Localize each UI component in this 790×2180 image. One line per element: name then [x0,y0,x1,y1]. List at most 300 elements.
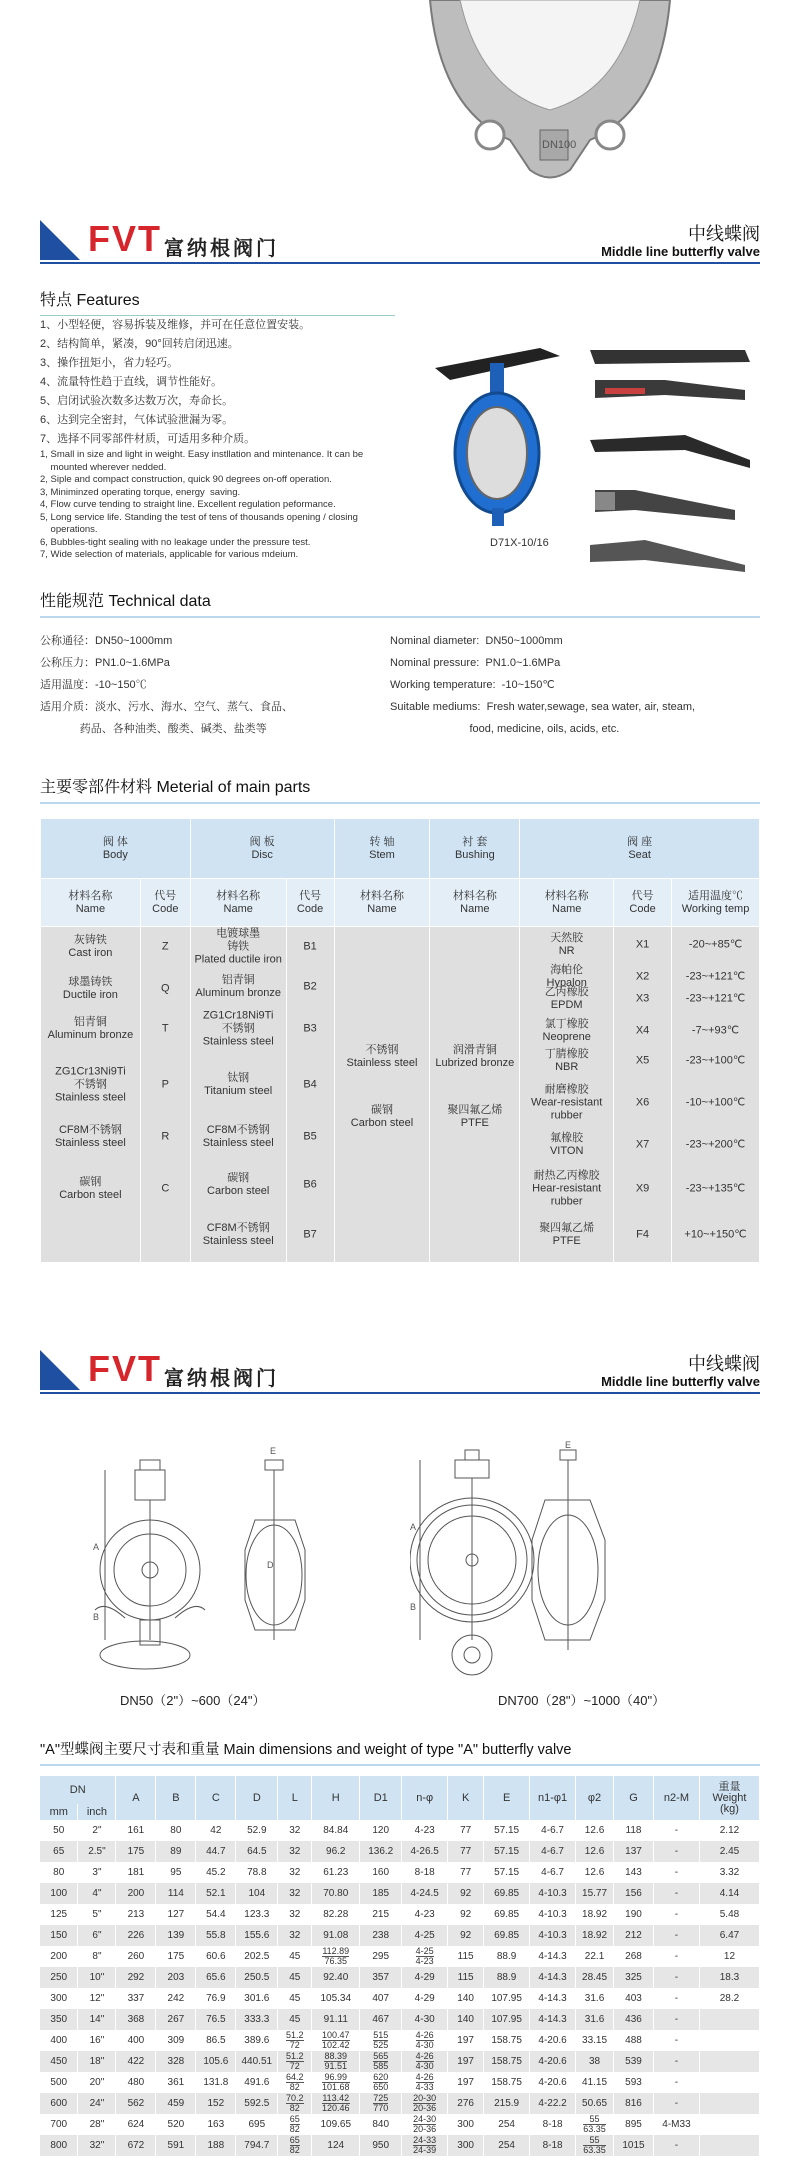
product-title-en: Middle line butterfly valve [601,1374,760,1389]
dims-cell: 4-23 [402,1820,448,1841]
dims-cell: $\frac{515}{525}$ [360,2030,402,2051]
dims-header: D [236,1776,278,1820]
dims-cell: 488 [614,2030,654,2051]
dims-cell: 92 [448,1904,484,1925]
parts-cell: 聚四氟乙烯 PTFE [447,1104,503,1129]
feature-cn-item: 5、启闭试验次数多达数万次，寿命长。 [40,395,234,407]
group-disc: 阀 板 Disc [190,819,334,879]
dims-cell: 31.6 [576,2009,614,2030]
dims-header: C [196,1776,236,1820]
dims-cell [699,2135,759,2156]
feature-cn-item: 6、达到完全密封，气体试验泄漏为零。 [40,414,234,426]
group-stem: 转 轴 Stem [334,819,430,879]
dims-cell: 591 [156,2135,196,2156]
dims-cell: 4-29 [402,1988,448,2009]
dims-cell: - [653,1862,699,1883]
dims-cell: 300 [40,1988,78,2009]
brand-name-cn: 富纳根阀门 [164,1368,279,1390]
dims-cell: 215.9 [484,2093,530,2114]
sub-code: 代号 Code [614,879,672,927]
dims-cell: 92 [448,1925,484,1946]
dims-cell: 91.11 [312,2009,360,2030]
dims-cell: 185 [360,1883,402,1904]
dims-cell: 16" [78,2030,116,2051]
dims-cell: $\frac{51.2}{72}$ [278,2030,312,2051]
dims-cell: 500 [40,2072,78,2093]
dims-cell: 8-18 [402,1862,448,1883]
parts-cell: 丁腈橡胶 NBR [544,1048,589,1073]
handle-photos [585,340,755,580]
parts-cell: 碳钢 Carbon steel [207,1172,270,1197]
dims-cell: 100 [40,1883,78,1904]
feature-cn-item: 1、小型轻便，容易拆装及维修，并可在任意位置安装。 [40,319,311,331]
dims-cell: 600 [40,2093,78,2114]
tech-right-item: Nominal diameter: DN50~1000mm [390,635,563,647]
parts-cell: B2 [303,980,317,993]
dims-cell: 32 [278,1862,312,1883]
tech-left-list [40,630,400,740]
dims-cell: 12.6 [576,1820,614,1841]
dims-cell: 140 [448,2009,484,2030]
parts-title: 主要零部件材料 Meterial of main parts [40,779,311,796]
dims-cell: 55.8 [196,1925,236,1946]
dims-cell: 28.2 [699,1988,759,2009]
dims-cell: 41.15 [576,2072,614,2093]
top-left-artifact [0,0,40,6]
dims-cell: 4-29 [402,1967,448,1988]
dims-cell: 4-20.6 [530,2030,576,2051]
dims-cell: 175 [116,1841,156,1862]
feature-en-item: 5, Long service life. Standing the test of tens of thousands opening / closing [40,511,358,523]
dims-cell: 520 [156,2114,196,2135]
dims-cell: 45 [278,1946,312,1967]
tech-right-list [390,630,770,740]
dims-cell: 593 [614,2072,654,2093]
dims-cell: 52.9 [236,1820,278,1841]
dims-cell: 105.6 [196,2051,236,2072]
parts-cell: -23~+200℃ [685,1138,746,1151]
dims-cell: 32 [278,1883,312,1904]
dims-cell: 69.85 [484,1925,530,1946]
dims-cell [699,2030,759,2051]
dims-cell: 127 [156,1904,196,1925]
tech-right-item: Suitable mediums: Fresh water,sewage, sea water, air, steam, [390,701,696,713]
dims-cell: 139 [156,1925,196,1946]
parts-cell: X1 [635,938,650,951]
dims-cell: 28" [78,2114,116,2135]
dims-cell: $\frac{96.99}{101.68}$ [312,2072,360,2093]
dims-cell: 8-18 [530,2114,576,2135]
dims-cell: 175 [156,1946,196,1967]
dims-cell: $\frac{113.42}{120.46}$ [312,2093,360,2114]
dims-cell: 8-18 [530,2135,576,2156]
dims-cell: $\frac{51.2}{72}$ [278,2051,312,2072]
dims-header: D1 [360,1776,402,1820]
parts-cell: -23~+135℃ [685,1182,746,1195]
sub-code: 代号 Code [286,879,334,927]
parts-cell: -20~+85℃ [688,938,743,951]
dims-cell: $\frac{620}{650}$ [360,2072,402,2093]
feature-cn-item: 4、流量特性趋于直线，调节性能好。 [40,376,223,388]
dims-cell: 125 [40,1904,78,1925]
dims-cell: 105.34 [312,1988,360,2009]
dims-cell: 300 [448,2135,484,2156]
dims-cell: 104 [236,1883,278,1904]
svg-text:A: A [93,1542,100,1552]
table-row [40,2051,760,2072]
parts-cell: X3 [635,992,650,1005]
dims-cell: $\frac{55}{63.35}$ [576,2135,614,2156]
svg-text:E: E [565,1440,572,1450]
dims-cell: 2.45 [699,1841,759,1862]
parts-cell: 铝青铜 Aluminum bronze [47,1016,134,1041]
dims-cell: 200 [116,1883,156,1904]
dims-cell: 700 [40,2114,78,2135]
tech-right-item: Nominal pressure: PN1.0~1.6MPa [390,657,561,669]
dims-cell: 12.6 [576,1841,614,1862]
parts-cell: 氯丁橡胶 Neoprene [542,1018,591,1043]
dims-cell: 156 [614,1883,654,1904]
dims-cell: - [653,2072,699,2093]
dims-cell: 10" [78,1967,116,1988]
dims-header: B [156,1776,196,1820]
group-body: 阀 体 Body [41,819,191,879]
parts-cell: 耐磨橡胶 Wear-resistant rubber [531,1083,603,1122]
dims-cell: - [653,2093,699,2114]
dims-cell: 250 [40,1967,78,1988]
dims-cell: $\frac{100.47}{102.42}$ [312,2030,360,2051]
sub-name: 材料名称 Name [41,879,141,927]
dims-cell: 32 [278,1904,312,1925]
dims-cell: 188 [196,2135,236,2156]
dims-cell: 226 [116,1925,156,1946]
dims-header-inch: inch [78,1804,116,1820]
dims-cell: 42 [196,1820,236,1841]
table-row [40,1925,760,1946]
table-row [40,2093,760,2114]
dims-cell: 4-10.3 [530,1925,576,1946]
table-row [40,2009,760,2030]
dims-cell: 14" [78,2009,116,2030]
dims-cell: 295 [360,1946,402,1967]
parts-cell: CF8M不锈钢 Stainless steel [202,1124,274,1149]
tech-left-item: 适用介质：淡水、污水、海水、空气、蒸气、食品、 [40,701,293,713]
features-cn-list [40,318,420,451]
parts-cell: ZG1Cr13Ni9Ti 不锈钢 Stainless steel [54,1065,126,1104]
dims-cell: 33.15 [576,2030,614,2051]
dims-cell: 91.08 [312,1925,360,1946]
dims-cell: 450 [40,2051,78,2072]
feature-en-item: 4, Flow curve tending to straight line. Excellent regulation peformance. [40,499,336,510]
dims-cell: 4-25 [402,1925,448,1946]
dims-cell: 120 [360,1820,402,1841]
drawing-caption-right: DN700（28"）~1000（40"） [498,1693,666,1708]
parts-cell: B7 [303,1228,317,1241]
valve-photo-top [420,0,680,190]
sub-name: 材料名称 Name [430,879,520,927]
header-divider [40,1392,760,1394]
dims-cell: 18.92 [576,1925,614,1946]
dims-cell: 158.75 [484,2051,530,2072]
dims-cell: 592.5 [236,2093,278,2114]
dims-cell: 4-20.6 [530,2072,576,2093]
parts-divider [40,802,760,804]
table-row [40,2030,760,2051]
dims-cell: 238 [360,1925,402,1946]
dims-cell: - [653,1841,699,1862]
dims-cell: 32 [278,1820,312,1841]
dims-cell: $\frac{112.89}{76.35}$ [312,1946,360,1967]
dims-cell: 4-14.3 [530,1988,576,2009]
dims-cell: 140 [448,1988,484,2009]
parts-cell: R [161,1130,170,1143]
product-title-cn: 中线蝶阀 [688,1354,760,1374]
valve-label: DN100 [542,139,577,151]
dims-cell: 1015 [614,2135,654,2156]
dims-cell: 215 [360,1904,402,1925]
dims-cell: 6.47 [699,1925,759,1946]
dims-cell: $\frac{20-30}{20-36}$ [402,2093,448,2114]
parts-cell: X7 [635,1138,650,1151]
dims-cell: 200 [40,1946,78,1967]
dims-cell: 12.6 [576,1862,614,1883]
parts-cell: +10~+150℃ [684,1228,747,1241]
parts-cell: 灰铸铁 Cast iron [68,934,113,959]
dims-cell: $\frac{65}{82}$ [278,2114,312,2135]
dims-cell: 80 [156,1820,196,1841]
dims-cell: 5" [78,1904,116,1925]
dims-cell: 203 [156,1967,196,1988]
dims-cell: 5.48 [699,1904,759,1925]
drawing-small-valve [85,1440,355,1680]
parts-cell: 碳钢 Carbon steel [350,1104,414,1129]
table-row [40,2072,760,2093]
dims-cell: 137 [614,1841,654,1862]
dims-cell: 12 [699,1946,759,1967]
brand-name-cn: 富纳根阀门 [164,238,279,260]
dims-cell: 22.1 [576,1946,614,1967]
dims-cell: 197 [448,2051,484,2072]
dims-cell: 300 [448,2114,484,2135]
dims-cell: 4-30 [402,2009,448,2030]
tech-left-item: 公称通径：DN50~1000mm [40,635,173,647]
dims-cell: 407 [360,1988,402,2009]
dims-cell: 4-M33 [653,2114,699,2135]
brand-name: FVT [88,1348,162,1389]
dims-cell: 539 [614,2051,654,2072]
dims-cell: 4-14.3 [530,2009,576,2030]
dims-cell: 333.3 [236,2009,278,2030]
dims-cell: 18" [78,2051,116,2072]
product-title-cn: 中线蝶阀 [688,224,760,244]
dims-cell: 292 [116,1967,156,1988]
parts-cell: 碳钢 Carbon steel [59,1176,122,1201]
tech-left-item: 适用温度：-10~150℃ [40,679,147,691]
dims-cell: 213 [116,1904,156,1925]
brand-logo-icon [40,220,80,260]
dims-header: H [312,1776,360,1820]
dims-cell: 4-24.5 [402,1883,448,1904]
parts-cell: B3 [303,1022,317,1035]
dims-cell: 328 [156,2051,196,2072]
table-row [40,2114,760,2135]
parts-cell: 氟橡胶 VITON [549,1132,584,1157]
dims-cell: - [653,1988,699,2009]
dims-cell: 124 [312,2135,360,2156]
svg-text:D: D [267,1560,274,1570]
dims-cell: 202.5 [236,1946,278,1967]
dims-cell: $\frac{24-30}{20-36}$ [402,2114,448,2135]
parts-cell: X9 [635,1182,650,1195]
parts-cell: P [161,1078,169,1091]
sub-name: 材料名称 Name [190,879,286,927]
dims-cell: 794.7 [236,2135,278,2156]
parts-cell: X2 [635,970,650,983]
parts-cell: ZG1Cr18Ni9Ti 不锈钢 Stainless steel [202,1009,274,1048]
parts-cell: B6 [303,1178,317,1191]
parts-cell: -7~+93℃ [691,1024,740,1037]
dims-cell: 197 [448,2072,484,2093]
dims-cell: 361 [156,2072,196,2093]
dims-header: E [484,1776,530,1820]
dims-cell: 92.40 [312,1967,360,1988]
drawing-large-valve [410,1440,710,1690]
dims-cell [699,2093,759,2114]
dims-cell: 436 [614,2009,654,2030]
feature-en-item: mounted wherever nedded. [40,461,167,473]
dims-cell: 50 [40,1820,78,1841]
dims-cell: 78.8 [236,1862,278,1883]
feature-en-item: 1, Small in size and light in weight. Easy instllation and mintenance. It can be [40,449,364,460]
dims-cell: 400 [116,2030,156,2051]
dims-cell: 109.65 [312,2114,360,2135]
feature-en-item: 2, Siple and compact construction, quick 90 degrees on-off operation. [40,474,332,485]
dims-cell: 950 [360,2135,402,2156]
dims-cell: 8" [78,1946,116,1967]
dims-cell: 45.2 [196,1862,236,1883]
dims-cell: 18.3 [699,1967,759,1988]
dims-cell: 4-14.3 [530,1967,576,1988]
dims-cell: 76.9 [196,1988,236,2009]
dims-cell: 389.6 [236,2030,278,2051]
dims-cell: 4-6.7 [530,1841,576,1862]
feature-en-item: operations. [40,524,98,535]
parts-cell: 球墨铸铁 Ductile iron [62,976,118,1001]
group-bushing: 衬 套 Bushing [430,819,520,879]
parts-cell: X5 [635,1054,650,1067]
dims-cell: 2" [78,1820,116,1841]
dims-cell: 181 [116,1862,156,1883]
tech-right-item: food, medicine, oils, acids, etc. [390,723,620,735]
brand-name: FVT [88,218,162,259]
dims-cell: 197 [448,2030,484,2051]
parts-cell: Z [161,940,169,953]
dims-cell: 672 [116,2135,156,2156]
parts-cell: Q [161,982,170,995]
svg-text:E: E [270,1446,277,1456]
dims-cell: 325 [614,1967,654,1988]
dims-cell: 77 [448,1820,484,1841]
dims-cell: 84.84 [312,1820,360,1841]
brand-header-1 [40,218,760,268]
header-divider [40,262,760,264]
dims-cell: 123.3 [236,1904,278,1925]
dims-cell: 152 [196,2093,236,2114]
dims-cell: 624 [116,2114,156,2135]
dims-cell: 143 [614,1862,654,1883]
dims-cell: 150 [40,1925,78,1946]
svg-text:B: B [410,1602,417,1612]
table-row [40,1883,760,1904]
tech-title: 性能规范 Technical data [40,593,211,610]
dims-cell: 422 [116,2051,156,2072]
dims-title: "A"型蝶阀主要尺寸表和重量 Main dimensions and weight of type "A" butterfly valve [40,1742,572,1758]
dims-cell: 44.7 [196,1841,236,1862]
product-title-en: Middle line butterfly valve [601,244,760,259]
dims-cell: 86.5 [196,2030,236,2051]
dims-cell: 12" [78,1988,116,2009]
dims-cell: $\frac{4-26}{4-30}$ [402,2051,448,2072]
dims-cell: 491.6 [236,2072,278,2093]
parts-table [40,818,760,1263]
dims-cell: 267 [156,2009,196,2030]
sub-name: 材料名称 Name [520,879,614,927]
parts-cell: 海帕伦 Hypalon [546,964,587,989]
dims-cell: 28.45 [576,1967,614,1988]
dims-cell: 24" [78,2093,116,2114]
dims-cell: 276 [448,2093,484,2114]
parts-cell: 耐热乙丙橡胶 Hear-resistant rubber [532,1169,602,1208]
parts-cell: 不锈钢 Stainless steel [346,1044,418,1069]
dims-header: G [614,1776,654,1820]
dims-cell: 69.85 [484,1904,530,1925]
dims-cell: 115 [448,1967,484,1988]
dims-cell: 840 [360,2114,402,2135]
dims-cell: 357 [360,1967,402,1988]
dims-cell: - [653,2030,699,2051]
dims-cell: 50.65 [576,2093,614,2114]
dims-cell: $\frac{24-33}{24-39}$ [402,2135,448,2156]
dims-header-weight: 重量 Weight (kg) [699,1776,759,1820]
dims-table [40,1776,760,2156]
dims-cell: 69.85 [484,1883,530,1904]
dims-cell: 309 [156,2030,196,2051]
dims-cell: - [653,1925,699,1946]
dims-cell: 45 [278,2009,312,2030]
dims-cell: 92 [448,1883,484,1904]
table-row [40,2135,760,2156]
dims-cell: 254 [484,2135,530,2156]
parts-cell: C [161,1182,170,1195]
tech-divider [40,616,760,618]
dims-header: φ2 [576,1776,614,1820]
sub-name: 材料名称 Name [334,879,430,927]
dims-cell: 32" [78,2135,116,2156]
dims-header: A [116,1776,156,1820]
dims-cell: 57.15 [484,1841,530,1862]
dims-cell: - [653,1946,699,1967]
dims-cell: $\frac{64.2}{82}$ [278,2072,312,2093]
dims-cell: $\frac{4-26}{4-33}$ [402,2072,448,2093]
dims-cell: 88.9 [484,1967,530,1988]
dims-cell: - [653,2051,699,2072]
dims-cell: 60.6 [196,1946,236,1967]
parts-cell: F4 [636,1228,649,1241]
dims-cell: - [653,1967,699,1988]
brand-header-2 [40,1348,760,1398]
dims-header: n-φ [402,1776,448,1820]
dims-cell: 65 [40,1841,78,1862]
